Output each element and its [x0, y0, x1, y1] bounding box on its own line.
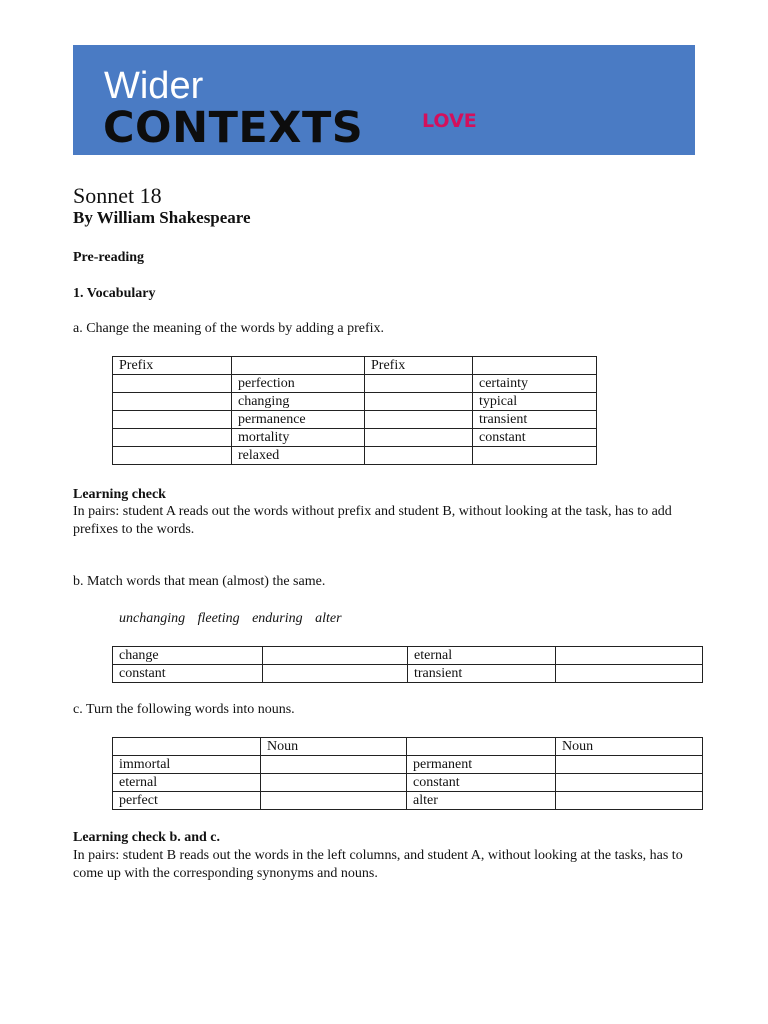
- table-cell: [473, 447, 597, 465]
- table-cell: constant: [473, 429, 597, 447]
- table-cell: [232, 357, 365, 375]
- task-a-instruction: a. Change the meaning of the words by adding a prefix.: [73, 321, 385, 336]
- table-cell: eternal: [408, 647, 556, 665]
- learning-check-heading: Learning check: [73, 487, 166, 502]
- table-cell: constant: [407, 774, 556, 792]
- table-cell: [407, 738, 556, 756]
- banner-contexts-text: CONTEXTS: [103, 103, 364, 153]
- table-cell: [556, 792, 703, 810]
- table-row: [113, 756, 703, 774]
- table-cell: permanence: [232, 411, 365, 429]
- table-cell: [263, 665, 408, 683]
- table-cell: [113, 429, 232, 447]
- table-cell: [365, 393, 473, 411]
- word-bank: unchanging fleeting enduring alter: [119, 611, 342, 626]
- learning-check-text: In pairs: student A reads out the words without prefix and student B, without looking at the task, has to add prefixes to the words.: [73, 504, 672, 537]
- table-cell: Noun: [261, 738, 407, 756]
- prefix-table: [112, 356, 597, 465]
- table-cell: perfect: [113, 792, 261, 810]
- table-cell: [113, 447, 232, 465]
- table-cell: [556, 665, 703, 683]
- table-cell: change: [113, 647, 263, 665]
- page-title: Sonnet 18: [73, 183, 162, 208]
- table-row: [113, 647, 703, 665]
- table-row: [113, 411, 597, 429]
- table-cell: alter: [407, 792, 556, 810]
- noun-table: [112, 737, 703, 810]
- section-vocabulary: 1. Vocabulary: [73, 286, 156, 301]
- table-cell: [556, 756, 703, 774]
- task-c-instruction: c. Turn the following words into nouns.: [73, 702, 295, 717]
- table-cell: [365, 447, 473, 465]
- table-cell: transient: [473, 411, 597, 429]
- table-cell: permanent: [407, 756, 556, 774]
- table-row: [113, 792, 703, 810]
- table-row: [113, 429, 597, 447]
- header-banner: [73, 45, 695, 155]
- table-cell: [365, 411, 473, 429]
- table-row: [113, 774, 703, 792]
- table-cell: [263, 647, 408, 665]
- table-row: [113, 738, 703, 756]
- table-cell: relaxed: [232, 447, 365, 465]
- table-cell: [113, 375, 232, 393]
- table-cell: Prefix: [365, 357, 473, 375]
- table-cell: typical: [473, 393, 597, 411]
- table-cell: Noun: [556, 738, 703, 756]
- table-cell: constant: [113, 665, 263, 683]
- table-cell: Prefix: [113, 357, 232, 375]
- learning-check-bc-heading: Learning check b. and c.: [73, 830, 221, 845]
- table-cell: [261, 756, 407, 774]
- banner-wider-text: Wider: [104, 65, 204, 107]
- table-cell: [556, 647, 703, 665]
- section-pre-reading: Pre-reading: [73, 250, 145, 265]
- table-cell: [113, 738, 261, 756]
- table-cell: certainty: [473, 375, 597, 393]
- table-cell: [473, 357, 597, 375]
- table-cell: changing: [232, 393, 365, 411]
- table-cell: [113, 411, 232, 429]
- table-cell: [261, 774, 407, 792]
- page-author: By William Shakespeare: [73, 208, 251, 227]
- table-row: [113, 447, 597, 465]
- table-cell: perfection: [232, 375, 365, 393]
- table-cell: [365, 375, 473, 393]
- table-cell: transient: [408, 665, 556, 683]
- table-cell: [556, 774, 703, 792]
- task-b-instruction: b. Match words that mean (almost) the same.: [73, 574, 326, 589]
- table-row: [113, 375, 597, 393]
- table-row: [113, 665, 703, 683]
- match-table: [112, 646, 703, 683]
- learning-check-bc-text: In pairs: student B reads out the words in the left columns, and student A, without looking at the tasks, has to come up with the corresponding synonyms and nouns.: [73, 848, 683, 881]
- table-row: [113, 393, 597, 411]
- table-cell: [365, 429, 473, 447]
- banner-love-text: LOVE: [422, 110, 477, 132]
- table-cell: mortality: [232, 429, 365, 447]
- table-cell: [261, 792, 407, 810]
- table-row: [113, 357, 597, 375]
- table-cell: eternal: [113, 774, 261, 792]
- table-cell: immortal: [113, 756, 261, 774]
- table-cell: [113, 393, 232, 411]
